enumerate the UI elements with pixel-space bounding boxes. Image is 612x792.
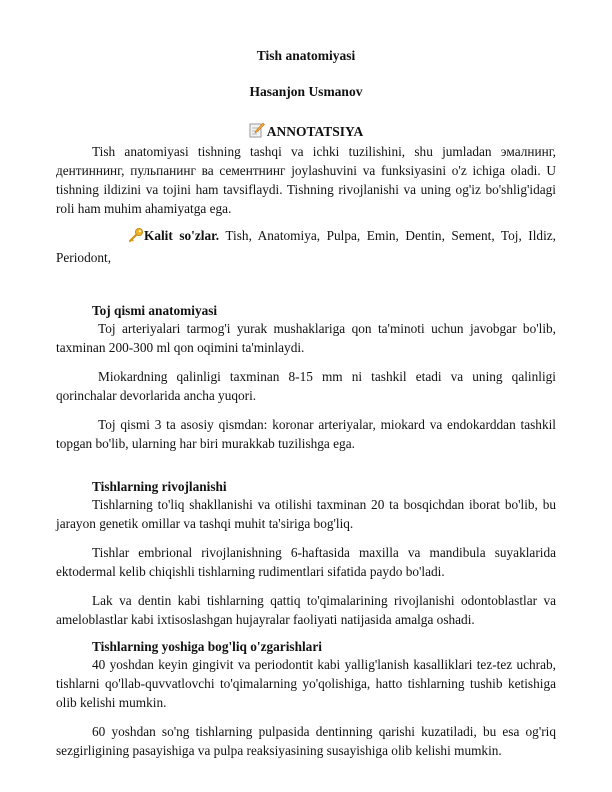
section-yosh-paragraph-2: 60 yoshdan so'ng tishlarning pulpasida dentinning qarishi kuzatiladi, bu esa og'riq sezgirligining pasayishiga va pulpa reaksiyasining susayishiga olib kelishi mumkin. — [56, 724, 556, 758]
annotation-text: Tish anatomiyasi tishning tashqi va ichki tuzilishini, shu jumladan эмалнинг, дентиннинг, пульпанинг ва сементнинг joylashuvini va funksiyasini o'z ichiga oladi. U tishning ildizini va tojini ham tavsiflaydi. Tishning rivojlanishi va uning og'iz bo'shlig'idagi roli ham muhim ahamiyatga ega. — [56, 144, 556, 216]
section-heading-toj: Toj qismi anatomiyasi — [92, 303, 218, 318]
key-icon — [92, 227, 144, 248]
section-yosh-paragraph-1: 40 yoshdan keyin gingivit va periodontit kabi yallig'lanish kasalliklari tez-tez uchrab, tishlarni qo'llab-quvvatlovchi to'qimalarning yo'qolishiga, hatto tishlarning tushib ketishiga olib kelishi mumkin. — [56, 657, 556, 710]
section-toj-paragraph-2: Miokardning qalinligi taxminan 8-15 mm ni tashkil etadi va uning qalinligi qorinchalar devorlarida ancha yuqori. — [56, 369, 556, 403]
memo-pencil-icon — [249, 122, 265, 142]
section-toj-paragraph-1: Toj arteriyalari tarmog'i yurak mushaklariga qon ta'minoti uchun javobgar bo'lib, taxminan 200-300 ml qon oqimini ta'minlaydi. — [56, 321, 556, 355]
section-rivojlanish-paragraph-1: Tishlarning to'liq shakllanishi va otilishi taxminan 20 ta bosqichdan iborat bo'lib, bu jarayon genetik omillar va tashqi muhit ta'siriga bog'liq. — [56, 497, 556, 531]
keywords-label: Kalit so'zlar. — [144, 228, 220, 243]
section-heading-rivojlanish: Tishlarning rivojlanishi — [92, 479, 227, 494]
section-heading-yosh: Tishlarning yoshiga bog'liq o'zgarishlari — [92, 639, 322, 654]
annotation-heading-text: ANNOTATSIYA — [266, 124, 364, 139]
annotation-heading — [56, 122, 556, 142]
keywords-list: Tish, Anatomiya, Pulpa, Emin, Dentin, Sement, Toj, Ildiz, Periodont, — [56, 228, 556, 265]
keywords-paragraph — [56, 226, 556, 267]
section-rivojlanish-paragraph-3: Lak va dentin kabi tishlarning qattiq to'qimalarining rivojlanishi odontoblastlar va ameloblastlar kabi ixtisoslashgan hujayralar faoliyati natijasida amalga oshadi. — [56, 593, 556, 627]
document-page — [56, 40, 556, 760]
document-title: Tish anatomiyasi — [256, 48, 356, 63]
author-name: Hasanjon Usmanov — [249, 84, 363, 99]
section-rivojlanish-paragraph-2: Tishlar embrional rivojlanishning 6-haftasida maxilla va mandibula suyaklarida ektodermal kelib chiqishli tishlarning rudimentlari sifatida paydo bo'ladi. — [56, 545, 556, 579]
section-toj-paragraph-3: Toj qismi 3 ta asosiy qismdan: koronar arteriyalar, miokard va endokarddan tashkil topgan bo'lib, ularning har biri murakkab tuzilishga ega. — [56, 417, 556, 451]
